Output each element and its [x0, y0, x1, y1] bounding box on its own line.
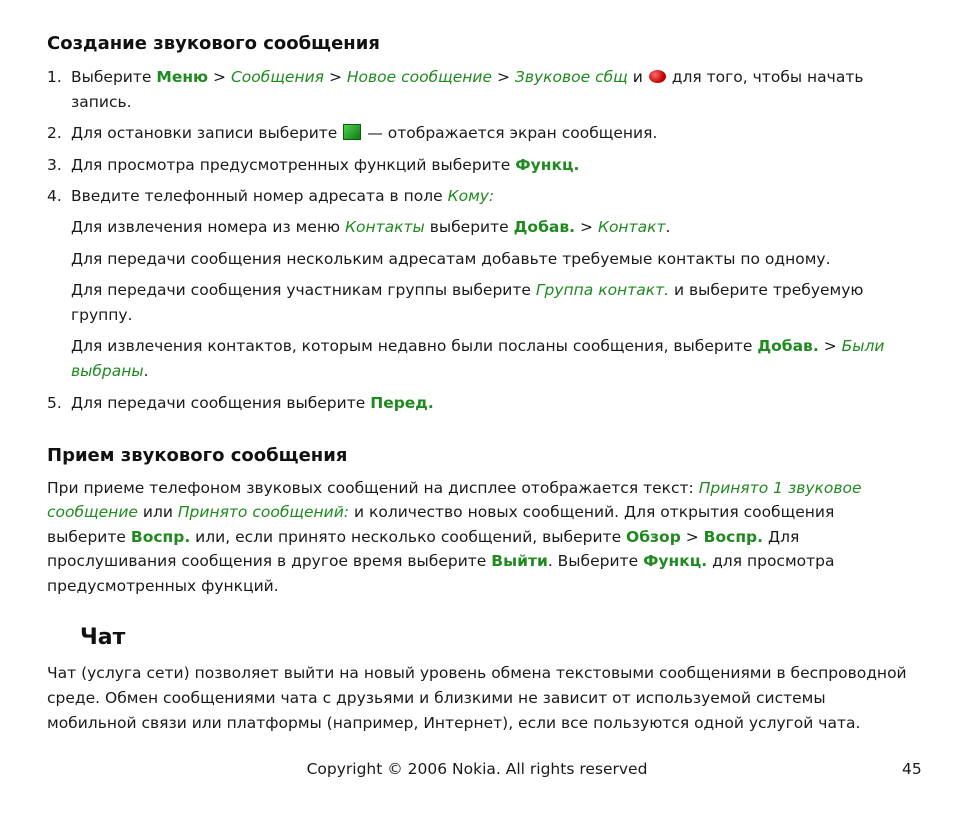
section-title-chat: Чат [80, 625, 126, 650]
step-number: 2. [47, 124, 62, 142]
step-text: Для передачи сообщения выберите [71, 394, 366, 412]
step-number: 1. [47, 68, 62, 86]
step-4-sub-2: Для передачи сообщения нескольким адресатам добавьте требуемые контакты по одному. [71, 250, 831, 268]
step-4 [71, 184, 931, 209]
step-text: Для извлечения номера из меню [71, 218, 341, 236]
receive-line-5: предусмотренных функций. [47, 577, 279, 595]
received-text-link: Принято 1 звуковое [698, 479, 862, 497]
options-link[interactable]: Функц. [643, 552, 708, 570]
step-text: Для извлечения контактов, которым недавно были посланы сообщения, выберите [71, 337, 753, 355]
step-text: и [632, 68, 643, 86]
receive-line-3 [47, 525, 927, 550]
step-4-sub-4 [71, 334, 931, 359]
step-text: — отображается экран сообщения. [367, 124, 658, 142]
exit-link[interactable]: Выйти [491, 552, 548, 570]
received-text-link: сообщение [47, 503, 138, 521]
step-text: Введите телефонный номер адресата в поле [71, 187, 443, 205]
step-3 [71, 153, 931, 178]
separator: > [213, 68, 227, 86]
stop-icon [343, 124, 361, 140]
receive-line-2 [47, 500, 927, 525]
to-field-link[interactable]: Кому: [447, 187, 495, 205]
step-5 [71, 391, 931, 416]
body-text: . Выберите [547, 552, 639, 570]
step-4-sub-3 [71, 278, 931, 303]
separator: > [328, 68, 342, 86]
step-4-sub-4-continuation: выбраны. [71, 362, 149, 380]
step-number: 4. [47, 187, 62, 205]
page-number: 45 [902, 760, 922, 778]
contacts-link[interactable]: Контакты [345, 218, 425, 236]
new-message-link[interactable]: Новое сообщение [346, 68, 493, 86]
copyright-footer: Copyright © 2006 Nokia. All rights reserved [306, 760, 648, 778]
step-text: и выберите требуемую [673, 281, 864, 299]
chat-line-1: Чат (услуга сети) позволяет выйти на новый уровень обмена текстовыми сообщениями в беспроводной [47, 664, 907, 682]
received-count-text: Принято сообщений: [177, 503, 350, 521]
step-number: 5. [47, 394, 62, 412]
separator: > [685, 528, 699, 546]
audio-message-link[interactable]: Звуковое сбщ [514, 68, 628, 86]
step-1 [71, 65, 931, 90]
body-text: При приеме телефоном звуковых сообщений на дисплее отображается текст: [47, 479, 694, 497]
add-link[interactable]: Добав. [757, 337, 819, 355]
section-title-create-audio: Создание звукового сообщения [47, 33, 380, 54]
view-link[interactable]: Обзор [626, 528, 681, 546]
step-1-continuation: запись. [71, 93, 132, 111]
contact-link[interactable]: Контакт [597, 218, 666, 236]
play-link[interactable]: Воспр. [703, 528, 764, 546]
recent-link[interactable]: выбраны [71, 362, 144, 380]
section-title-receive-audio: Прием звукового сообщения [47, 445, 348, 466]
body-text: или [142, 503, 173, 521]
record-icon [649, 70, 666, 83]
separator: > [823, 337, 837, 355]
step-text: для того, чтобы начать [671, 68, 864, 86]
body-text: или, если принято несколько сообщений, выберите [195, 528, 622, 546]
chat-line-2: среде. Обмен сообщениями чата с друзьями и близкими не зависит от используемой системы [47, 689, 826, 707]
step-text: Выберите [71, 68, 152, 86]
step-2 [71, 121, 931, 146]
recent-link[interactable]: Были [841, 337, 885, 355]
step-number: 3. [47, 156, 62, 174]
body-text: Для [767, 528, 800, 546]
separator: > [580, 218, 593, 236]
step-text: Для остановки записи выберите [71, 124, 338, 142]
messages-link[interactable]: Сообщения [230, 68, 324, 86]
step-text: Для передачи сообщения участникам группы выберите [71, 281, 531, 299]
chat-line-3: мобильной связи или платформы (например, Интернет), если все пользуются одной услугой чата. [47, 714, 861, 732]
send-link[interactable]: Перед. [370, 394, 434, 412]
receive-line-4 [47, 549, 927, 574]
body-text: выберите [47, 528, 126, 546]
play-link[interactable]: Воспр. [130, 528, 191, 546]
step-text: выберите [429, 218, 509, 236]
add-link[interactable]: Добав. [513, 218, 576, 236]
body-text: для просмотра [712, 552, 835, 570]
step-4-sub-3-continuation: группу. [71, 306, 133, 324]
receive-line-1 [47, 476, 927, 501]
step-text: Для просмотра предусмотренных функций выберите [71, 156, 511, 174]
body-text: и количество новых сообщений. Для открытия сообщения [353, 503, 835, 521]
body-text: прослушивания сообщения в другое время выберите [47, 552, 487, 570]
step-4-sub-1: Для извлечения номера из меню Контакты выберите Добав. > Контакт. [71, 218, 671, 236]
separator: > [496, 68, 510, 86]
group-contact-link[interactable]: Группа контакт. [535, 281, 670, 299]
options-link[interactable]: Функц. [515, 156, 580, 174]
menu-link[interactable]: Меню [156, 68, 209, 86]
